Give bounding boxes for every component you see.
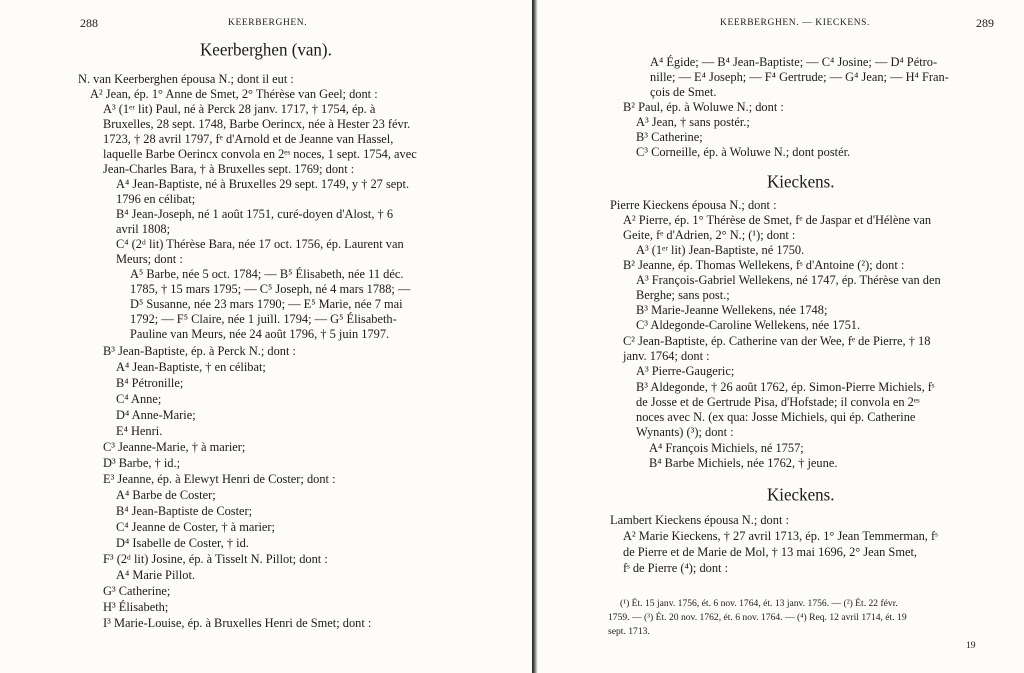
text-line: D⁴ Anne-Marie; (116, 408, 196, 422)
text-line: A² Marie Kieckens, † 27 avril 1713, ép. 1° Jean Temmerman, fˢ (623, 529, 938, 543)
left-running-head: KEERBERGHEN. (228, 18, 308, 28)
text-line: C³ Aldegonde-Caroline Wellekens, née 1751. (636, 318, 861, 332)
right-page (538, 0, 1024, 673)
text-line: A⁵ Barbe, née 5 oct. 1784; — B⁵ Élisabeth, née 11 déc. (130, 267, 404, 281)
text-line: N. van Keerberghen épousa N.; dont il eut : (78, 72, 294, 86)
text-line: D⁵ Susanne, née 23 mars 1790; — E⁵ Marie, née 7 mai (130, 297, 403, 311)
text-line: çois de Smet. (650, 85, 717, 99)
text-line: Pauline van Meurs, née 24 août 1796, † 5 juin 1797. (130, 327, 390, 341)
text-line: laquelle Barbe Oerincx convola en 2ᵉˢ noces, 1 sept. 1754, avec (103, 147, 417, 161)
text-line: A⁴ Marie Pillot. (116, 568, 196, 582)
text-line: G³ Catherine; (103, 584, 171, 598)
text-line: B² Jeanne, ép. Thomas Wellekens, fˢ d'Antoine (²); dont : (623, 258, 905, 272)
text-line: D³ Barbe, † id.; (103, 456, 181, 470)
text-line: B² Paul, ép. à Woluwe N.; dont : (623, 100, 784, 114)
text-line: A⁴ Barbe de Coster; (116, 488, 216, 502)
left-page-number: 288 (80, 16, 98, 30)
text-line: C³ Jeanne-Marie, † à marier; (103, 440, 246, 454)
text-line: de Pierre et de Marie de Mol, † 13 mai 1696, 2° Jean Smet, (623, 545, 917, 559)
text-line: I³ Marie-Louise, ép. à Bruxelles Henri de Smet; dont : (103, 616, 372, 630)
text-line: Jean-Charles Bara, † à Bruxelles sept. 1769; dont : (103, 162, 355, 176)
text-line: Meurs; dont : (116, 252, 183, 266)
text-line: noces avec N. (ex qua: Josse Michiels, qui ép. Catherine (636, 410, 916, 424)
text-line: 1785, † 15 mars 1795; — C⁵ Joseph, né 4 mars 1788; — (130, 282, 411, 296)
section-title-kieckens: Kieckens. (767, 171, 835, 192)
text-line: C⁴ (2ᵈ lit) Thérèse Bara, née 17 oct. 1756, ép. Laurent van (116, 237, 404, 251)
text-line: A² Jean, ép. 1° Anne de Smet, 2° Thérèse van Geel; dont : (90, 87, 378, 101)
text-line: H³ Élisabeth; (103, 600, 169, 614)
text-line: A³ François-Gabriel Wellekens, né 1747, ép. Thérèse van den (636, 273, 941, 287)
text-line: A³ (1ᵉʳ lit) Jean-Baptiste, né 1750. (636, 243, 805, 257)
text-line: avril 1808; (116, 222, 171, 236)
text-line: de Josse et de Gertrude Pisa, d'Hofstade; il convola en 2ᵉˢ (636, 395, 920, 409)
text-line: nille; — E⁴ Joseph; — F⁴ Gertrude; — G⁴ Jean; — H⁴ Fran- (650, 70, 949, 84)
text-line: B³ Aldegonde, † 26 août 1762, ép. Simon-Pierre Michiels, fˢ (636, 380, 935, 394)
text-line: E³ Jeanne, ép. à Elewyt Henri de Coster; dont : (103, 472, 336, 486)
text-line: F³ (2ᵈ lit) Josine, ép. à Tisselt N. Pillot; dont : (103, 552, 328, 566)
text-line: A⁴ Jean-Baptiste, † en célibat; (116, 360, 266, 374)
section-title-kieckens-2: Kieckens. (767, 484, 835, 505)
text-line: 1723, † 28 avril 1797, fᵉ d'Arnold et de Jeanne van Hassel, (103, 132, 394, 146)
text-line: B⁴ Pétronille; (116, 376, 184, 390)
footnote-line: (¹) Ét. 15 janv. 1756, ét. 6 nov. 1764, ét. 13 janv. 1756. — (²) Ét. 22 févr. (620, 598, 898, 609)
text-line: B³ Marie-Jeanne Wellekens, née 1748; (636, 303, 828, 317)
text-line: Pierre Kieckens épousa N.; dont : (610, 198, 777, 212)
text-line: C⁴ Jeanne de Coster, † à marier; (116, 520, 275, 534)
text-line: E⁴ Henri. (116, 424, 163, 438)
text-line: A³ (1ᵉʳ lit) Paul, né à Perck 28 janv. 1717, † 1754, ép. à (103, 102, 376, 116)
text-line: 1796 en célibat; (116, 192, 196, 206)
text-line: Bruxelles, 28 sept. 1748, Barbe Oerincx, née à Hester 23 févr. (103, 117, 411, 131)
section-title-keerberghen: Keerberghen (van). (200, 39, 332, 60)
text-line: janv. 1764; dont : (623, 349, 710, 363)
text-line: A⁴ Jean-Baptiste, né à Bruxelles 29 sept. 1749, y † 27 sept. (116, 177, 410, 191)
text-line: B⁴ Barbe Michiels, née 1762, † jeune. (649, 456, 838, 470)
text-line: 1792; — F⁵ Claire, née 1 juill. 1794; — G⁵ Élisabeth- (130, 312, 397, 326)
signature-mark: 19 (966, 640, 976, 651)
text-line: Wynants) (³); dont : (636, 425, 734, 439)
text-line: Lambert Kieckens épousa N.; dont : (610, 513, 789, 527)
text-line: A⁴ François Michiels, né 1757; (649, 441, 804, 455)
text-line: Berghe; sans post.; (636, 288, 730, 302)
footnote-line: sept. 1713. (608, 626, 650, 637)
text-line: B³ Catherine; (636, 130, 703, 144)
text-line: B³ Jean-Baptiste, ép. à Perck N.; dont : (103, 344, 296, 358)
text-line: fˢ de Pierre (⁴); dont : (623, 561, 729, 575)
text-line: A³ Jean, † sans postér.; (636, 115, 750, 129)
text-line: B⁴ Jean-Baptiste de Coster; (116, 504, 253, 518)
text-line: C⁴ Anne; (116, 392, 162, 406)
text-line: A² Pierre, ép. 1° Thérèse de Smet, fᵉ de Jaspar et d'Hélène van (623, 213, 932, 227)
text-line: D⁴ Isabelle de Coster, † id. (116, 536, 249, 550)
text-line: Geite, fᵉ d'Adrien, 2° N.; (¹); dont : (623, 228, 796, 242)
text-line: C³ Corneille, ép. à Woluwe N.; dont postér. (636, 145, 851, 159)
text-line: A⁴ Égide; — B⁴ Jean-Baptiste; — C⁴ Josine; — D⁴ Pétro- (650, 55, 938, 69)
right-running-head: KEERBERGHEN. — KIECKENS. (720, 18, 871, 28)
text-line: C² Jean-Baptiste, ép. Catherine van der Wee, fᵉ de Pierre, † 18 (623, 334, 931, 348)
text-line: A³ Pierre-Gaugeric; (636, 364, 735, 378)
text-line: B⁴ Jean-Joseph, né 1 août 1751, curé-doyen d'Alost, † 6 (116, 207, 394, 221)
right-page-number: 289 (976, 16, 994, 30)
footnote-line: 1759. — (³) Ét. 20 nov. 1762, ét. 6 nov. 1764. — (⁴) Req. 12 avril 1714, ét. 19 (608, 612, 907, 623)
